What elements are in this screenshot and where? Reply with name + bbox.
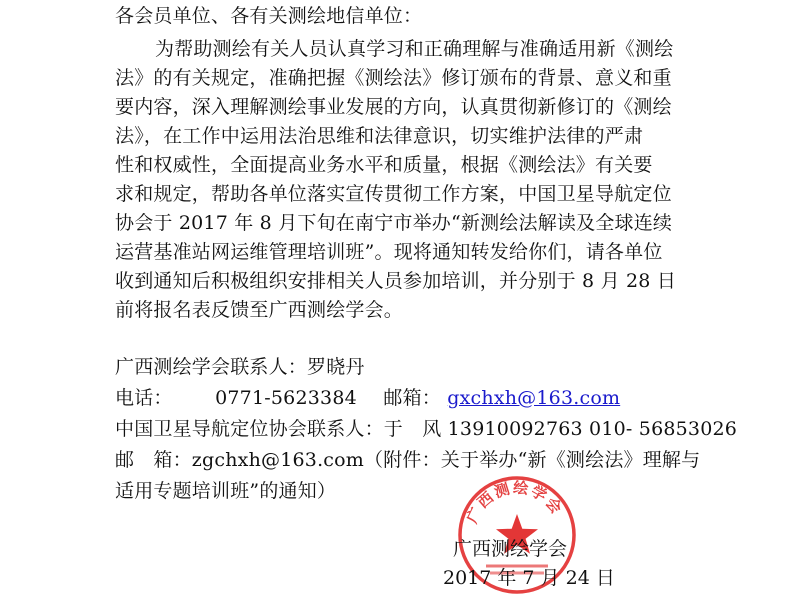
gx-contact-person: 广西测绘学会联系人：罗晓丹 [115,356,365,378]
email-label: 邮箱： [383,387,442,409]
body-line: 为帮助测绘有关人员认真学习和正确理解与准确适用新《测绘 [155,38,674,60]
attachment-continuation: 适用专题培训班”的通知） [115,480,337,502]
salutation: 各会员单位、各有关测绘地信单位： [115,5,423,27]
body-line: 要内容，深入理解测绘事业发展的方向，认真贯彻新修订的《测绘 [115,96,672,118]
body-line: 运营基准站网运维管理培训班”。现将通知转发给你们，请各单位 [115,241,663,263]
cn-contact-person: 中国卫星导航定位协会联系人：于 风 13910092763 010- 56853026 [115,418,738,440]
gx-phone-number: 0771-5623384 [215,387,357,409]
body-line: 前将报名表反馈至广西测绘学会。 [115,299,404,321]
signature-organization: 广西测绘学会 [453,538,568,560]
gx-phone-email-line [115,386,620,410]
body-line: 法》的有关规定，准确把握《测绘法》修订颁布的背景、意义和重 [115,67,672,89]
body-line: 求和规定，帮助各单位落实宣传贯彻工作方案，中国卫星导航定位 [115,183,672,205]
body-line: 法》，在工作中运用法治思维和法律意识，切实维护法律的严肃 [115,125,644,147]
body-line: 协会于 2017 年 8 月下旬在南宁市举办“新测绘法解读及全球连续 [115,212,673,234]
signature-date: 2017 年 7 月 24 日 [443,567,615,589]
body-line: 性和权威性，全面提高业务水平和质量，根据《测绘法》有关要 [115,154,653,176]
gx-email-link[interactable]: gxchxh@163.com [447,387,621,409]
svg-text:广西测绘学会 [463,478,567,526]
cn-email-line: 邮 箱：zgchxh@163.com（附件：关于举办“新《测绘法》理解与 [115,449,701,471]
phone-label: 电话： [115,387,173,409]
body-line: 收到通知后积极组织安排相关人员参加培训，并分别于 8 月 28 日 [115,270,677,292]
seal-ring-text: 广西测绘学会 [462,478,567,527]
